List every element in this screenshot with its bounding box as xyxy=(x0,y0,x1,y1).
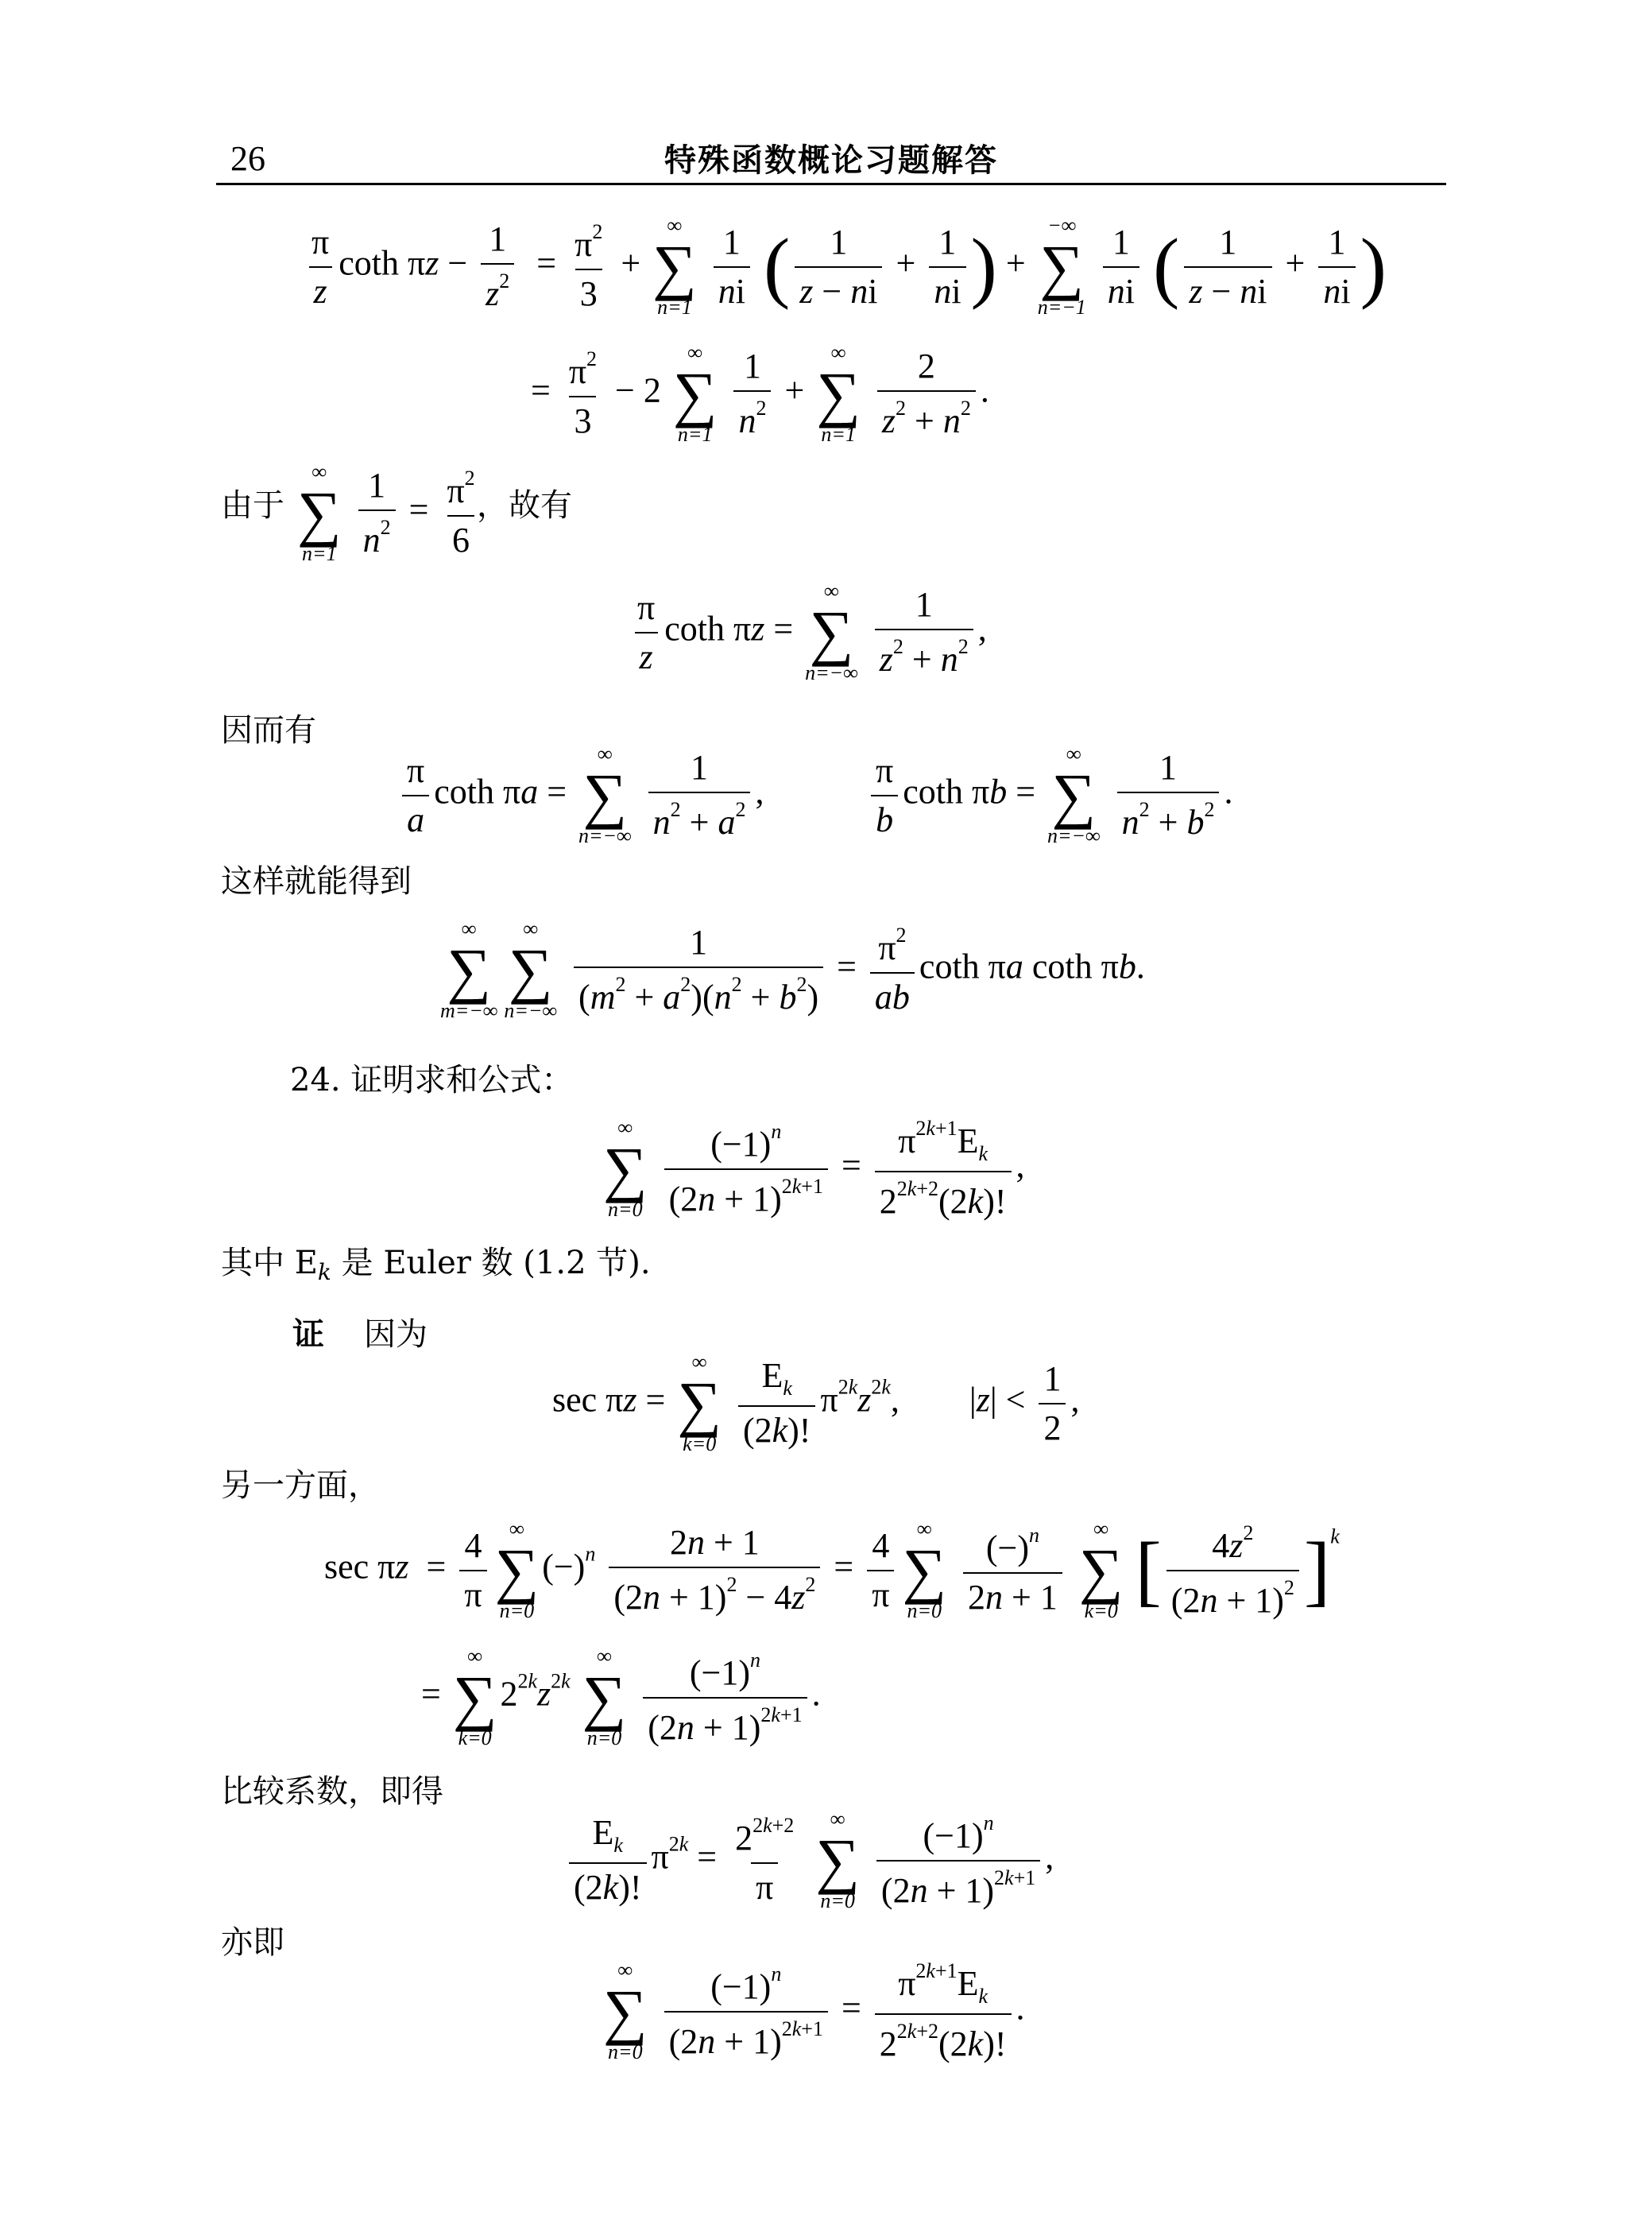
equation-coefficient-comparison: $\frac{E_k}{(2k)!}$ $\pi^{2k}$ = $\frac{2^{2k+2}}{\pi}$ ∞ ∑ n=0 $\frac{(-1)^n}{(2n + 1)^{2k+1}}$ , xyxy=(564,1808,1054,1912)
equation-euler-sum: ∞ ∑ n=0 $\frac{(-1)^n}{(2n + 1)^{2k+1}}$ = $\frac{\pi^{2k+1}E_k}{2^{2k+2}(2k)!}$ , xyxy=(603,1116,1025,1222)
proof-label: 证 xyxy=(292,1315,324,1353)
book-title: 特殊函数概论习题解答 xyxy=(664,141,998,179)
text-youyu: 由于 xyxy=(221,487,284,524)
equation-coth-a: $\frac{\pi}{a}$ coth πa = ∞ ∑ n=−∞ $\frac{1}{n^2 + a^2}$ , xyxy=(397,743,764,847)
text-lingyi: 另一方面， xyxy=(221,1467,380,1504)
equation-final-result: ∞ ∑ n=0 $\frac{(-1)^n}{(2n + 1)^{2k+1}}$ = $\frac{\pi^{2k+1}E_k}{2^{2k+2}(2k)!}$ . xyxy=(603,1958,1025,2064)
text-qizhong-part1: 其中 E xyxy=(221,1245,318,1281)
text-qizhong xyxy=(221,1244,651,1286)
equation-double-sum: ∞ ∑ m=−∞ ∞ ∑ n=−∞ $\frac{1}{(m^2 + a^2)(n^2 + b^2)}$ = $\frac{\pi^2}{ab}$ coth πa coth πb. xyxy=(440,917,1145,1022)
text-qizhong-part2: 是 Euler 数 (1.2 节). xyxy=(331,1245,651,1281)
subscript-k: k xyxy=(317,1259,331,1285)
text-guyou: ，故有 xyxy=(477,487,572,524)
text-zheyang: 这样就能得到 xyxy=(221,863,412,900)
equation-basel: ∞ ∑ n=1 $\frac{1}{n^2}$ = $\frac{\pi^2}{6}$ xyxy=(297,460,475,565)
text-bijiao: 比较系数，即得 xyxy=(221,1773,443,1810)
equation-sec-series: sec πz = ∞ ∑ k=0 $\frac{E_k}{(2k)!}$ $\pi^{2k}z^{2k}$, |z| < $\frac{1}{2}$ , xyxy=(552,1350,1080,1455)
equation-coth-expansion-line1: $\frac{\pi}{z}$ coth πz − $\frac{1}{z^2}$ = $\frac{\pi^2}{3}$ + ∞ ∑ n=1 $\frac{1}{ni}$ ( $\frac{1}{z - ni}$ + $\frac{1}{ni}$ ) + −∞ ∑ n=−1 $\frac{1}{ni}$ ( $\frac{1}{z - ni}$ + $\frac{1}{ni}$ ) xyxy=(302,215,1387,319)
equation-sec-expansion-line1: sec πz = $\frac{4}{\pi}$ ∞ ∑ n=0 $(-)^n$ $\frac{2n + 1}{(2n + 1)^2 - 4z^2}$ = $\frac{4}{\pi}$ ∞ ∑ n=0 $\frac{(-)^n}{2n + 1}$ ∞ ∑ k=0 [ $\frac{4z^2}{(2n + 1)^2}$ ]$^k$ xyxy=(324,1517,1340,1622)
equation-sec-expansion-line2: = ∞ ∑ k=0 $2^{2k}z^{2k}$ ∞ ∑ n=0 $\frac{(-1)^n}{(2n + 1)^{2k+1}}$ . xyxy=(421,1645,821,1749)
equation-coth-expansion-line2: = $\frac{\pi^2}{3}$ − 2 ∞ ∑ n=1 $\frac{1}{n^2}$ + ∞ ∑ n=1 $\frac{2}{z^2 + n^2}$ . xyxy=(531,341,989,446)
running-header xyxy=(216,135,1446,185)
equation-coth-full-sum: $\frac{\pi}{z}$ coth πz = ∞ ∑ n=−∞ $\frac{1}{z^2 + n^2}$ , xyxy=(628,580,987,684)
equation-coth-b: $\frac{\pi}{b}$ coth πb = ∞ ∑ n=−∞ $\frac{1}{n^2 + b^2}$ . xyxy=(866,743,1232,847)
text-yinwei: 因为 xyxy=(364,1316,428,1353)
text-yiner: 因而有 xyxy=(221,712,316,749)
text-yiji: 亦即 xyxy=(221,1924,284,1961)
problem-24-heading: 24. 证明求和公式： xyxy=(290,1062,574,1098)
page-number: 26 xyxy=(230,139,265,178)
